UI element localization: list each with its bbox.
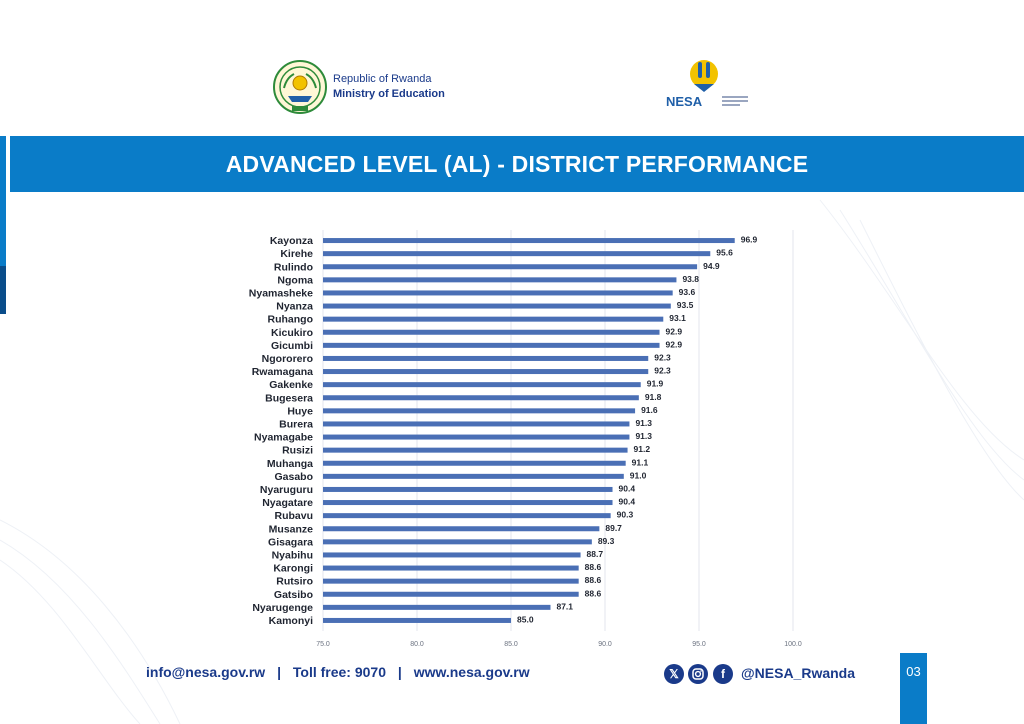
- category-label: Kayonza: [269, 235, 313, 248]
- x-tick-label: 100.0: [784, 641, 802, 648]
- category-label: Nyamasheke: [248, 287, 313, 300]
- bar: [323, 435, 629, 440]
- footer-separator: |: [277, 664, 281, 680]
- category-label: Nyanza: [276, 300, 313, 313]
- value-label: 94.9: [703, 260, 720, 271]
- value-label: 93.1: [669, 313, 686, 324]
- value-label: 87.1: [556, 601, 574, 612]
- category-label: Rutsiro: [276, 575, 313, 588]
- category-label: Bugesera: [265, 392, 313, 405]
- bar: [323, 552, 581, 557]
- category-label: Muhanga: [266, 457, 313, 470]
- gov-line1: Republic of Rwanda: [333, 73, 432, 85]
- bar: [323, 579, 579, 584]
- category-label: Kamonyi: [268, 614, 313, 627]
- value-label: 92.3: [654, 365, 671, 376]
- category-label: Huye: [287, 405, 313, 418]
- contact-website[interactable]: www.nesa.gov.rw: [413, 664, 530, 680]
- bar: [323, 356, 648, 361]
- contact-tollfree: Toll free: 9070: [292, 664, 387, 680]
- nesa-label: NESA: [666, 94, 703, 109]
- page-number: 03: [906, 664, 921, 679]
- footer-contact: [142, 664, 534, 680]
- instagram-icon[interactable]: [688, 664, 708, 684]
- bar: [323, 500, 613, 505]
- bar: [323, 618, 511, 623]
- category-label: Ngororero: [261, 352, 313, 365]
- bar: [323, 526, 599, 531]
- category-label: Gatsibo: [273, 588, 313, 601]
- footer-separator: |: [397, 664, 402, 680]
- x-tick-label: 80.0: [410, 641, 424, 648]
- bar: [323, 304, 671, 309]
- value-label: 91.0: [629, 470, 647, 481]
- value-label: 96.9: [740, 234, 758, 245]
- value-label: 91.6: [641, 404, 658, 415]
- bar: [323, 408, 635, 413]
- bar: [323, 513, 611, 518]
- facebook-icon[interactable]: f: [713, 664, 733, 684]
- social-handle[interactable]: @NESA_Rwanda: [741, 665, 856, 681]
- bar: [323, 605, 550, 610]
- category-label: Ngoma: [277, 274, 313, 287]
- bar: [323, 382, 641, 387]
- bar: [323, 343, 660, 348]
- bar: [323, 277, 676, 282]
- left-accent-bar: [0, 136, 6, 266]
- bar: [323, 566, 579, 571]
- category-label: Nyaruguru: [259, 483, 313, 496]
- rwanda-emblem-logo: [272, 58, 328, 116]
- category-label: Musanze: [268, 523, 313, 536]
- value-label: 91.3: [635, 417, 652, 428]
- value-label: 93.5: [676, 300, 694, 311]
- page-title: ADVANCED LEVEL (AL) - DISTRICT PERFORMANCE: [225, 151, 809, 177]
- value-label: 88.6: [584, 575, 602, 586]
- value-label: 88.7: [586, 548, 604, 559]
- x-icon[interactable]: 𝕏: [664, 664, 684, 684]
- category-label: Kirehe: [280, 248, 313, 261]
- ministry-name: [333, 72, 445, 102]
- value-label: 91.3: [635, 431, 652, 442]
- value-label: 91.9: [646, 378, 664, 389]
- value-label: 91.1: [631, 457, 649, 468]
- value-label: 92.9: [665, 326, 683, 337]
- category-label: Gasabo: [274, 470, 313, 483]
- category-label: Rusizi: [282, 444, 313, 457]
- category-label: Kicukiro: [270, 326, 313, 339]
- category-label: Nyabihu: [271, 549, 313, 562]
- value-label: 90.3: [616, 509, 634, 520]
- contact-email[interactable]: info@nesa.gov.rw: [146, 664, 266, 680]
- district-performance-chart: [200, 222, 820, 652]
- bar: [323, 474, 624, 479]
- category-label: Karongi: [273, 562, 313, 575]
- bar: [323, 317, 663, 322]
- bar: [323, 369, 648, 374]
- value-label: 90.4: [618, 483, 636, 494]
- category-label: Gakenke: [269, 379, 313, 392]
- bar: [323, 592, 579, 597]
- bar: [323, 395, 639, 400]
- value-label: 85.0: [517, 614, 534, 625]
- category-label: Gicumbi: [270, 339, 313, 352]
- category-label: Rulindo: [273, 261, 313, 274]
- category-label: Burera: [279, 418, 313, 431]
- bar: [323, 487, 613, 492]
- value-label: 88.6: [584, 588, 602, 599]
- value-label: 88.6: [584, 562, 602, 573]
- x-tick-label: 75.0: [316, 641, 330, 648]
- left-accent-bar-dark: [0, 266, 6, 314]
- x-tick-label: 85.0: [504, 641, 518, 648]
- gov-line2: Ministry of Education: [333, 88, 445, 100]
- value-label: 91.8: [644, 391, 662, 402]
- category-label: Nyarugenge: [252, 601, 313, 614]
- category-label: Nyagatare: [262, 497, 313, 510]
- bar: [323, 290, 673, 295]
- x-tick-label: 90.0: [598, 641, 612, 648]
- bar: [323, 461, 626, 466]
- title-banner: [10, 136, 1024, 192]
- category-label: Rwamagana: [251, 366, 313, 379]
- value-label: 92.3: [654, 352, 671, 363]
- bar: [323, 421, 629, 426]
- value-label: 91.2: [633, 444, 651, 455]
- bar: [323, 238, 735, 243]
- bar: [323, 330, 660, 335]
- value-label: 95.6: [716, 247, 733, 258]
- bar: [323, 448, 628, 453]
- value-label: 90.4: [618, 496, 636, 507]
- value-label: 89.7: [605, 522, 622, 533]
- category-label: Ruhango: [267, 313, 313, 326]
- category-label: Nyamagabe: [254, 431, 313, 444]
- value-label: 89.3: [597, 535, 615, 546]
- value-label: 92.9: [665, 339, 683, 350]
- bar: [323, 539, 592, 544]
- bar: [323, 251, 710, 256]
- value-label: 93.6: [678, 286, 696, 297]
- category-label: Rubavu: [274, 510, 313, 523]
- x-tick-label: 95.0: [692, 641, 706, 648]
- category-label: Gisagara: [268, 536, 313, 549]
- bar: [323, 264, 697, 269]
- value-label: 93.8: [682, 273, 699, 284]
